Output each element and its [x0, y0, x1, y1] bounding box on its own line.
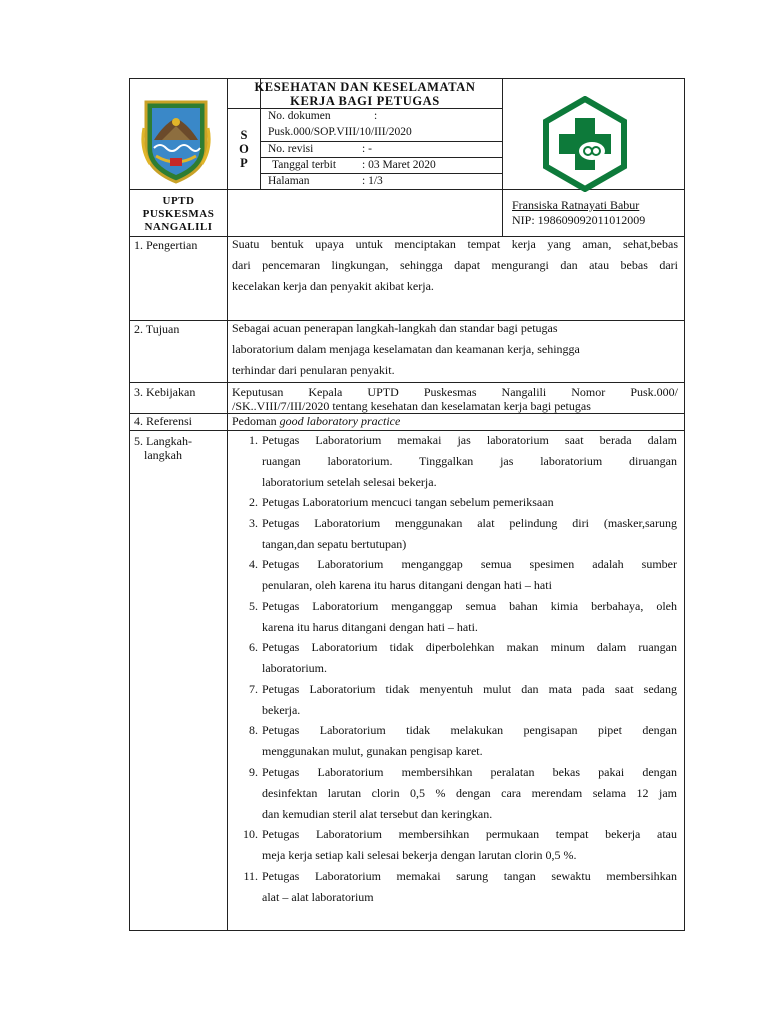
- step-2-number: 2.: [249, 495, 258, 509]
- step-7-line-1: Petugas Laboratorium tidak menyentuh mulut dan mata pada saat sedang: [262, 682, 677, 696]
- step-5-number: 5.: [249, 599, 258, 613]
- step-10-line-2: meja kerja setiap kali selesai bekerja dengan larutan clorin 0,5 %.: [262, 848, 577, 862]
- step-5-line-2: karena itu harus ditangani dengan hati – hati.: [262, 620, 478, 634]
- step-4-number: 4.: [249, 557, 258, 571]
- regional-emblem-icon: [140, 98, 212, 184]
- kebijakan-line-1: Keputusan Kepala UPTD Puskesmas Nangalili Nomor Pusk.000/: [232, 385, 678, 399]
- pengertian-line-3: kecelakan kerja dan penyakit akibat kerja.: [232, 279, 434, 293]
- step-10-number: 10.: [243, 827, 258, 841]
- puskesmas-logo-icon: [537, 96, 633, 192]
- step-11-number: 11.: [243, 869, 258, 883]
- referensi-italic: good laboratory practice: [279, 414, 401, 428]
- langkah-label-line-2: langkah: [144, 448, 182, 462]
- no-dokumen-value: Pusk.000/SOP.VIII/10/III/2020: [268, 126, 412, 138]
- step-1-line-3: laboratorium setelah selesai bekerja.: [262, 475, 437, 489]
- org-line-3: NANGALILI: [144, 221, 213, 233]
- tujuan-line-1: Sebagai acuan penerapan langkah-langkah dan standar bagi petugas: [232, 321, 558, 335]
- step-9-line-1: Petugas Laboratorium membersihkan peralatan bekas pakai dengan: [262, 765, 677, 779]
- step-3-number: 3.: [249, 516, 258, 530]
- title-line-2: KERJA BAGI PETUGAS: [290, 94, 440, 108]
- title-line-1: KESEHATAN DAN KESELAMATAN: [254, 80, 476, 94]
- halaman-value: : 1/3: [362, 175, 383, 187]
- no-revisi-label: No. revisi: [268, 143, 314, 155]
- org-line-2: PUSKESMAS: [142, 208, 215, 220]
- tujuan-label: 2. Tujuan: [134, 322, 180, 336]
- step-11-line-1: Petugas Laboratorium memakai sarung tangan sewaktu membersihkan: [262, 869, 677, 883]
- step-2-line-1: Petugas Laboratorium mencuci tangan sebelum pemeriksaan: [262, 495, 554, 509]
- langkah-label-line-1: 5. Langkah-: [134, 434, 192, 448]
- step-10-line-1: Petugas Laboratorium membersihkan permukaan tempat bekerja atau: [262, 827, 677, 841]
- referensi-text: [232, 414, 400, 428]
- tujuan-line-2: laboratorium dalam menjaga keselamatan dan keamanan kerja, sehingga: [232, 342, 580, 356]
- langkah-label: [134, 434, 192, 462]
- sop-letter-p: P: [240, 156, 248, 170]
- step-8-line-2: menggunakan mulut, gunakan pengisap karet.: [262, 744, 483, 758]
- pengertian-line-2: dari pencemaran lingkungan, sehingga dapat mengurangi dan atau bebas dari: [232, 258, 678, 272]
- step-4-line-1: Petugas Laboratorium menganggap semua spesimen adalah sumber: [262, 557, 677, 571]
- no-dokumen-sep: :: [374, 110, 378, 122]
- step-6-number: 6.: [249, 640, 258, 654]
- sop-letter-o: O: [239, 142, 249, 156]
- step-5-line-1: Petugas Laboratorium menganggap semua bahan kimia berbahaya, oleh: [262, 599, 677, 613]
- step-6-line-1: Petugas Laboratorium tidak diperbolehkan makan minum dalam ruangan: [262, 640, 677, 654]
- step-9-line-3: dan kemudian steril alat tersebut dan keringkan.: [262, 807, 493, 821]
- referensi-prefix: Pedoman: [232, 414, 280, 428]
- org-name: [130, 195, 227, 234]
- pengertian-label: 1. Pengertian: [134, 238, 198, 252]
- signatory-name: Fransiska Ratnayati Babur: [512, 198, 640, 212]
- step-7-number: 7.: [249, 682, 258, 696]
- no-dokumen-label: No. dokumen: [268, 110, 331, 122]
- referensi-label: 4. Referensi: [134, 414, 192, 428]
- no-revisi-value: : -: [362, 143, 372, 155]
- step-1-line-2: ruangan laboratorium. Tinggalkan jas laboratorium diruangan: [262, 454, 677, 468]
- step-7-line-2: bekerja.: [262, 703, 301, 717]
- tujuan-line-3: terhindar dari penularan penyakit.: [232, 363, 395, 377]
- org-line-1: UPTD: [162, 195, 195, 207]
- pengertian-line-1: Suatu bentuk upaya untuk menciptakan tempat kerja yang aman, sehat,bebas: [232, 237, 678, 251]
- step-11-line-2: alat – alat laboratorium: [262, 890, 374, 904]
- step-3-line-1: Petugas Laboratorium menggunakan alat pelindung diri (masker,sarung: [262, 516, 677, 530]
- step-6-line-2: laboratorium.: [262, 661, 327, 675]
- halaman-label: Halaman: [268, 175, 310, 187]
- tanggal-terbit-label: Tanggal terbit: [272, 159, 337, 171]
- step-1-number: 1.: [249, 433, 258, 447]
- step-8-number: 8.: [249, 723, 258, 737]
- step-4-line-2: penularan, oleh karena itu harus ditangani dengan hati – hati: [262, 578, 552, 592]
- sop-letter-s: S: [240, 128, 248, 142]
- step-9-line-2: desinfektan larutan clorin 0,5 % dengan cara merendam selama 12 jam: [262, 786, 677, 800]
- step-8-line-1: Petugas Laboratorium tidak melakukan pengisapan pipet dengan: [262, 723, 677, 737]
- step-3-line-2: tangan,dan sepatu bertutupan): [262, 537, 407, 551]
- signatory-nip: NIP: 198609092011012009: [512, 213, 646, 227]
- page-title: [228, 80, 502, 108]
- tanggal-terbit-value: : 03 Maret 2020: [362, 159, 436, 171]
- kebijakan-line-2: /SK..VIII/7/III/2020 tentang kesehatan dan keselamatan kerja bagi petugas: [232, 399, 591, 413]
- kebijakan-label: 3. Kebijakan: [134, 385, 196, 399]
- sop-label: [228, 128, 260, 170]
- step-1-line-1: Petugas Laboratorium memakai jas laboratorium saat berada dalam: [262, 433, 677, 447]
- step-9-number: 9.: [249, 765, 258, 779]
